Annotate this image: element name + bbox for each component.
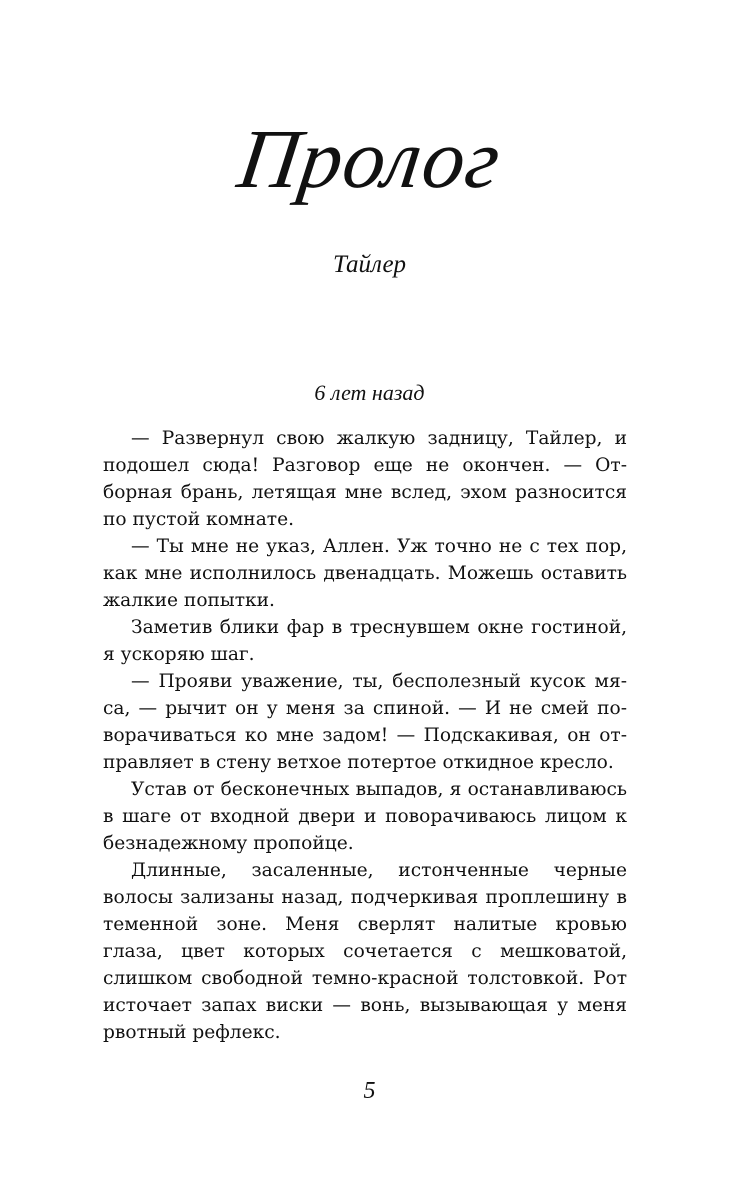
paragraph: Устав от бесконечных выпадов, я останавливаюсь в шаге от входной двери и поворачиваюсь лицом к безнадежному пропойце. bbox=[103, 779, 627, 854]
paragraph: Заметив блики фар в треснувшем окне гостиной, я ускоряю шаг. bbox=[103, 617, 627, 665]
chapter-title: Пролог bbox=[232, 113, 507, 206]
paragraph: — Ты мне не указ, Аллен. Уж точно не с тех пор, как мне исполнилось двенадцать. Можешь оставить жалкие попытки. bbox=[103, 536, 627, 611]
pov-character-name: Тайлер bbox=[332, 251, 407, 278]
paragraph: — Прояви уважение, ты, бесполезный кусок мяса, — рычит он у меня за спиной. — И не смей поворачиваться ко мне задом! — Подскакивая, он отправляет в стену ветхое потертое откидное кресло. bbox=[103, 671, 627, 773]
paragraph: Длинные, засаленные, истонченные черные волосы зализаны назад, подчеркивая проплешину в теменной зоне. Меня сверлят налитые кровью глаза, цвет которых сочетается с мешковатой, слишком свободной темно-красной толстовкой. Рот источает запах виски — вонь, вызывающая у меня рвотный рефлекс. bbox=[103, 860, 627, 1043]
body-text bbox=[103, 425, 627, 1046]
paragraph: — Развернул свою жалкую задницу, Тайлер, и подошел сюда! Разговор еще не окончен. — Отборная брань, летящая мне вслед, эхом разносится по пустой комнате. bbox=[103, 428, 627, 530]
time-heading: 6 лет назад bbox=[314, 380, 425, 405]
page-number: 5 bbox=[363, 1078, 376, 1104]
